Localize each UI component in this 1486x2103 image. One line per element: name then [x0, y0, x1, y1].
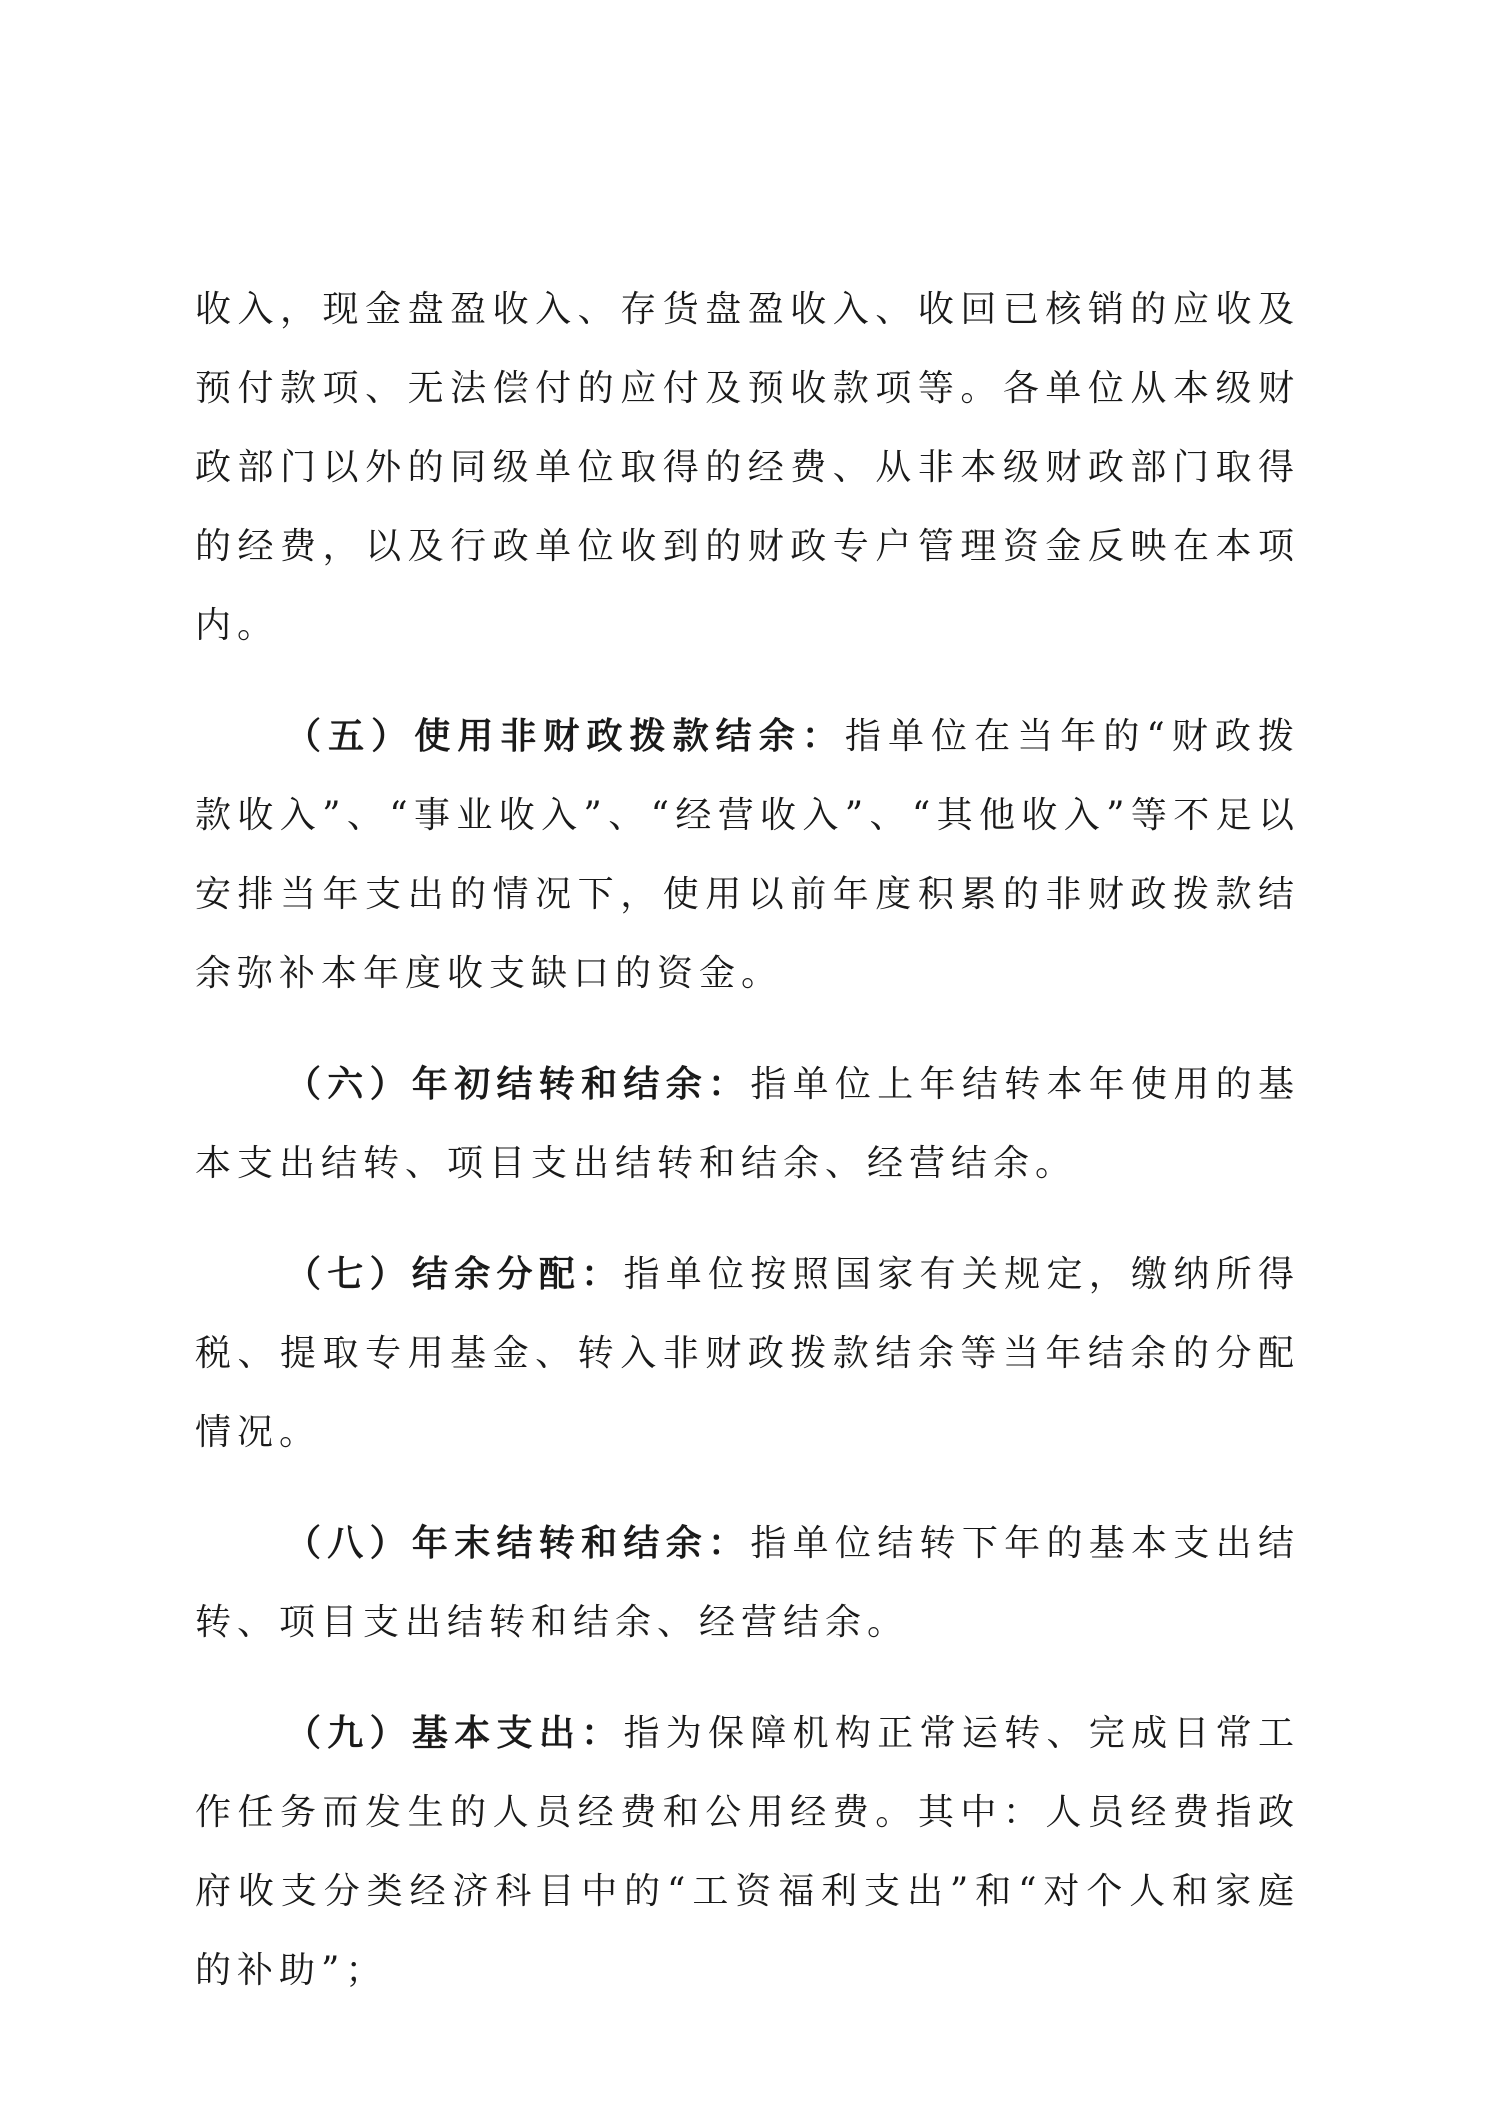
- paragraph-gap: [195, 1662, 1300, 1694]
- paragraph-body: 指单位结转下年的基本支出结转、项目支出结转和结余、经营结余。: [195, 1523, 1300, 1643]
- paragraph-gap: [195, 1203, 1300, 1235]
- paragraph-body: 指为保障机构正常运转、完成日常工作任务而发生的人员经费和公用经费。其中：人员经费指政府收支分类经济科目中的“工资福利支出”和“对个人和家庭的补助”；: [195, 1713, 1300, 1991]
- item-heading: （七）结余分配：: [285, 1254, 624, 1295]
- paragraph-gap: [195, 665, 1300, 697]
- item-heading: （五）使用非财政拨款结余：: [285, 716, 845, 757]
- item-heading: （八）年末结转和结余：: [285, 1523, 751, 1564]
- paragraph-body: 指单位在当年的“财政拨款收入”、“事业收入”、“经营收入”、“其他收入”等不足以安排当年支出的情况下，使用以前年度积累的非财政拨款结余弥补本年度收支缺口的资金。: [195, 716, 1300, 994]
- paragraph-gap: [195, 1472, 1300, 1504]
- document-body: [195, 270, 1300, 2010]
- paragraph-item-5: [195, 697, 1300, 1013]
- paragraph-item-7: [195, 1235, 1300, 1472]
- item-heading: （九）基本支出：: [285, 1713, 624, 1754]
- paragraph-gap: [195, 1013, 1300, 1045]
- paragraph-body: 指单位上年结转本年使用的基本支出结转、项目支出结转和结余、经营结余。: [195, 1064, 1300, 1184]
- paragraph-continuation: [195, 270, 1300, 665]
- paragraph-item-8: [195, 1504, 1300, 1662]
- paragraph-item-6: [195, 1045, 1300, 1203]
- paragraph-body: 指单位按照国家有关规定，缴纳所得税、提取专用基金、转入非财政拨款结余等当年结余的分配情况。: [195, 1254, 1300, 1453]
- item-heading: （六）年初结转和结余：: [285, 1064, 751, 1105]
- paragraph-item-9: [195, 1694, 1300, 2010]
- paragraph-body: 收入，现金盘盈收入、存货盘盈收入、收回已核销的应收及预付款项、无法偿付的应付及预收款项等。各单位从本级财政部门以外的同级单位取得的经费、从非本级财政部门取得的经费，以及行政单位收到的财政专户管理资金反映在本项内。: [195, 289, 1300, 646]
